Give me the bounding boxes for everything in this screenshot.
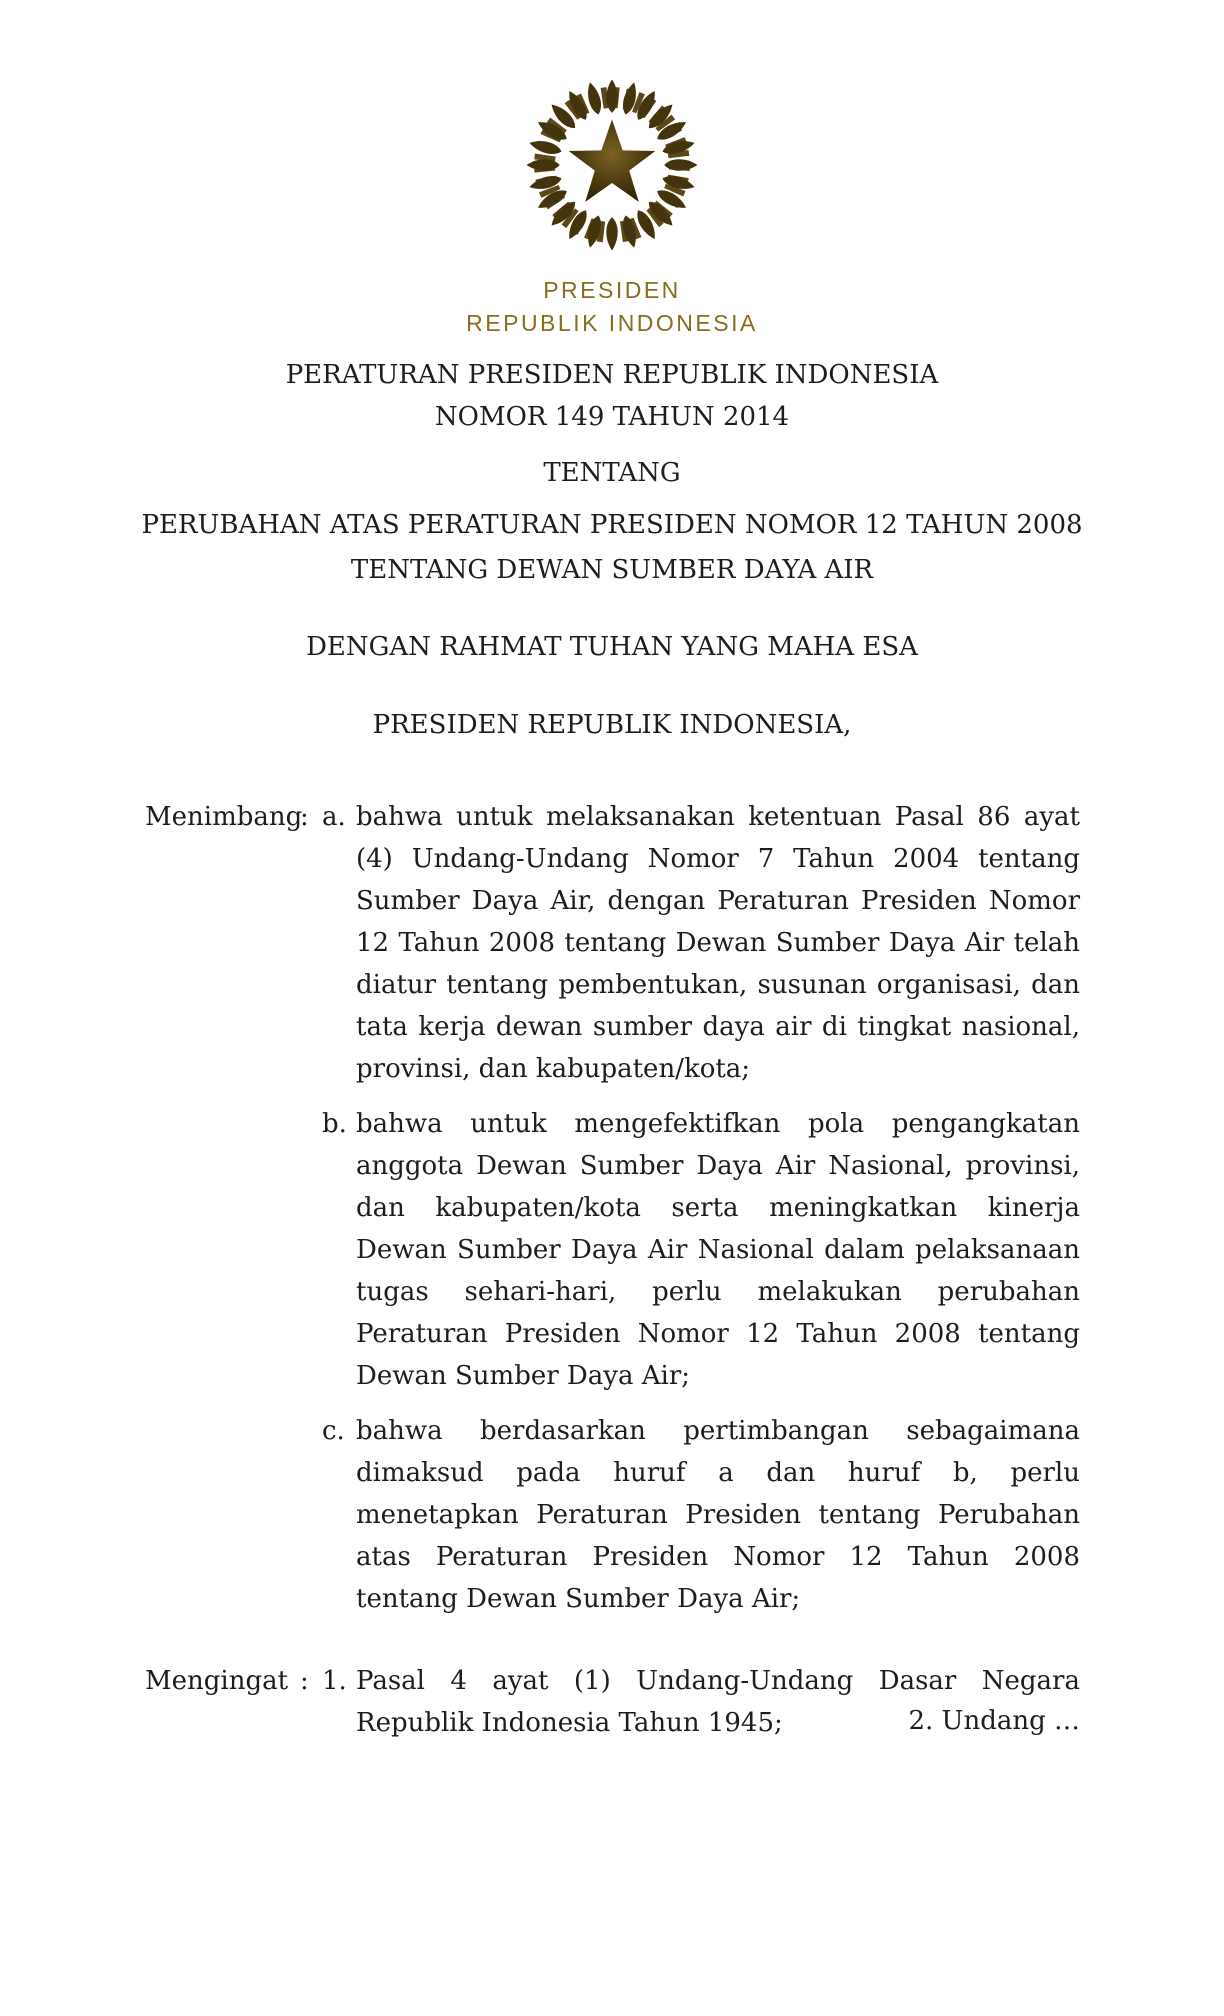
title-block — [0, 356, 1224, 744]
menimbang-section — [145, 796, 1080, 1620]
tentang-label: TENTANG — [543, 458, 681, 488]
mengingat-item-1-text: Pasal 4 ayat (1) Undang-Undang Dasar Negara Republik Indonesia Tahun 1945; — [356, 1666, 1080, 1738]
mengingat-label: Mengingat — [145, 1666, 289, 1696]
letterhead-republik-indonesia: REPUBLIK INDONESIA — [466, 310, 758, 336]
letterhead-presiden: PRESIDEN — [543, 277, 681, 303]
star-icon — [569, 119, 656, 201]
regulation-title: PERATURAN PRESIDEN REPUBLIK INDONESIA — [285, 360, 939, 390]
mengingat-item-1-marker: 1. — [322, 1666, 347, 1696]
invocation-line: DENGAN RAHMAT TUHAN YANG MAHA ESA — [306, 632, 918, 662]
menimbang-item-c-marker: c. — [322, 1416, 345, 1446]
regulation-number: NOMOR 149 TAHUN 2014 — [434, 402, 790, 432]
catchword: 2. Undang … — [908, 1706, 1080, 1736]
menimbang-label: Menimbang — [145, 802, 303, 832]
menimbang-colon: : — [300, 802, 309, 832]
subject-line-1: PERUBAHAN ATAS PERATURAN PRESIDEN NOMOR 12 TAHUN 2008 — [141, 510, 1083, 540]
menimbang-item-a-text: bahwa untuk melaksanakan ketentuan Pasal 86 ayat (4) Undang-Undang Nomor 7 Tahun 2004 tentang Sumber Daya Air, dengan Peraturan Presiden Nomor 12 Tahun 2008 tentang Dewan Sumber Daya Air telah diatur tentang pembentukan, susunan organisasi, dan tata kerja dewan sumber daya air di tingkat nasional, provinsi, dan kabupaten/kota; — [356, 802, 1080, 1084]
letterhead — [0, 274, 1224, 340]
menimbang-item-b-text: bahwa untuk mengefektifkan pola pengangkatan anggota Dewan Sumber Daya Air Nasional, provinsi, dan kabupaten/kota serta meningkatkan kinerja Dewan Sumber Daya Air Nasional dalam pelaksanaan tugas sehari-hari, perlu melakukan perubahan Peraturan Presiden Nomor 12 Tahun 2008 tentang Dewan Sumber Daya Air; — [356, 1109, 1080, 1391]
authority-line: PRESIDEN REPUBLIK INDONESIA, — [372, 710, 852, 740]
presidential-seal-icon — [0, 70, 1224, 266]
menimbang-item-c-text: bahwa berdasarkan pertimbangan sebagaimana dimaksud pada huruf a dan huruf b, perlu menetapkan Peraturan Presiden tentang Perubahan atas Peraturan Presiden Nomor 12 Tahun 2008 tentang Dewan Sumber Daya Air; — [356, 1416, 1080, 1614]
subject-line-2: TENTANG DEWAN SUMBER DAYA AIR — [350, 555, 874, 585]
menimbang-item-b-marker: b. — [322, 1109, 347, 1139]
menimbang-item-a-marker: a. — [322, 802, 346, 832]
mengingat-colon: : — [300, 1666, 309, 1696]
